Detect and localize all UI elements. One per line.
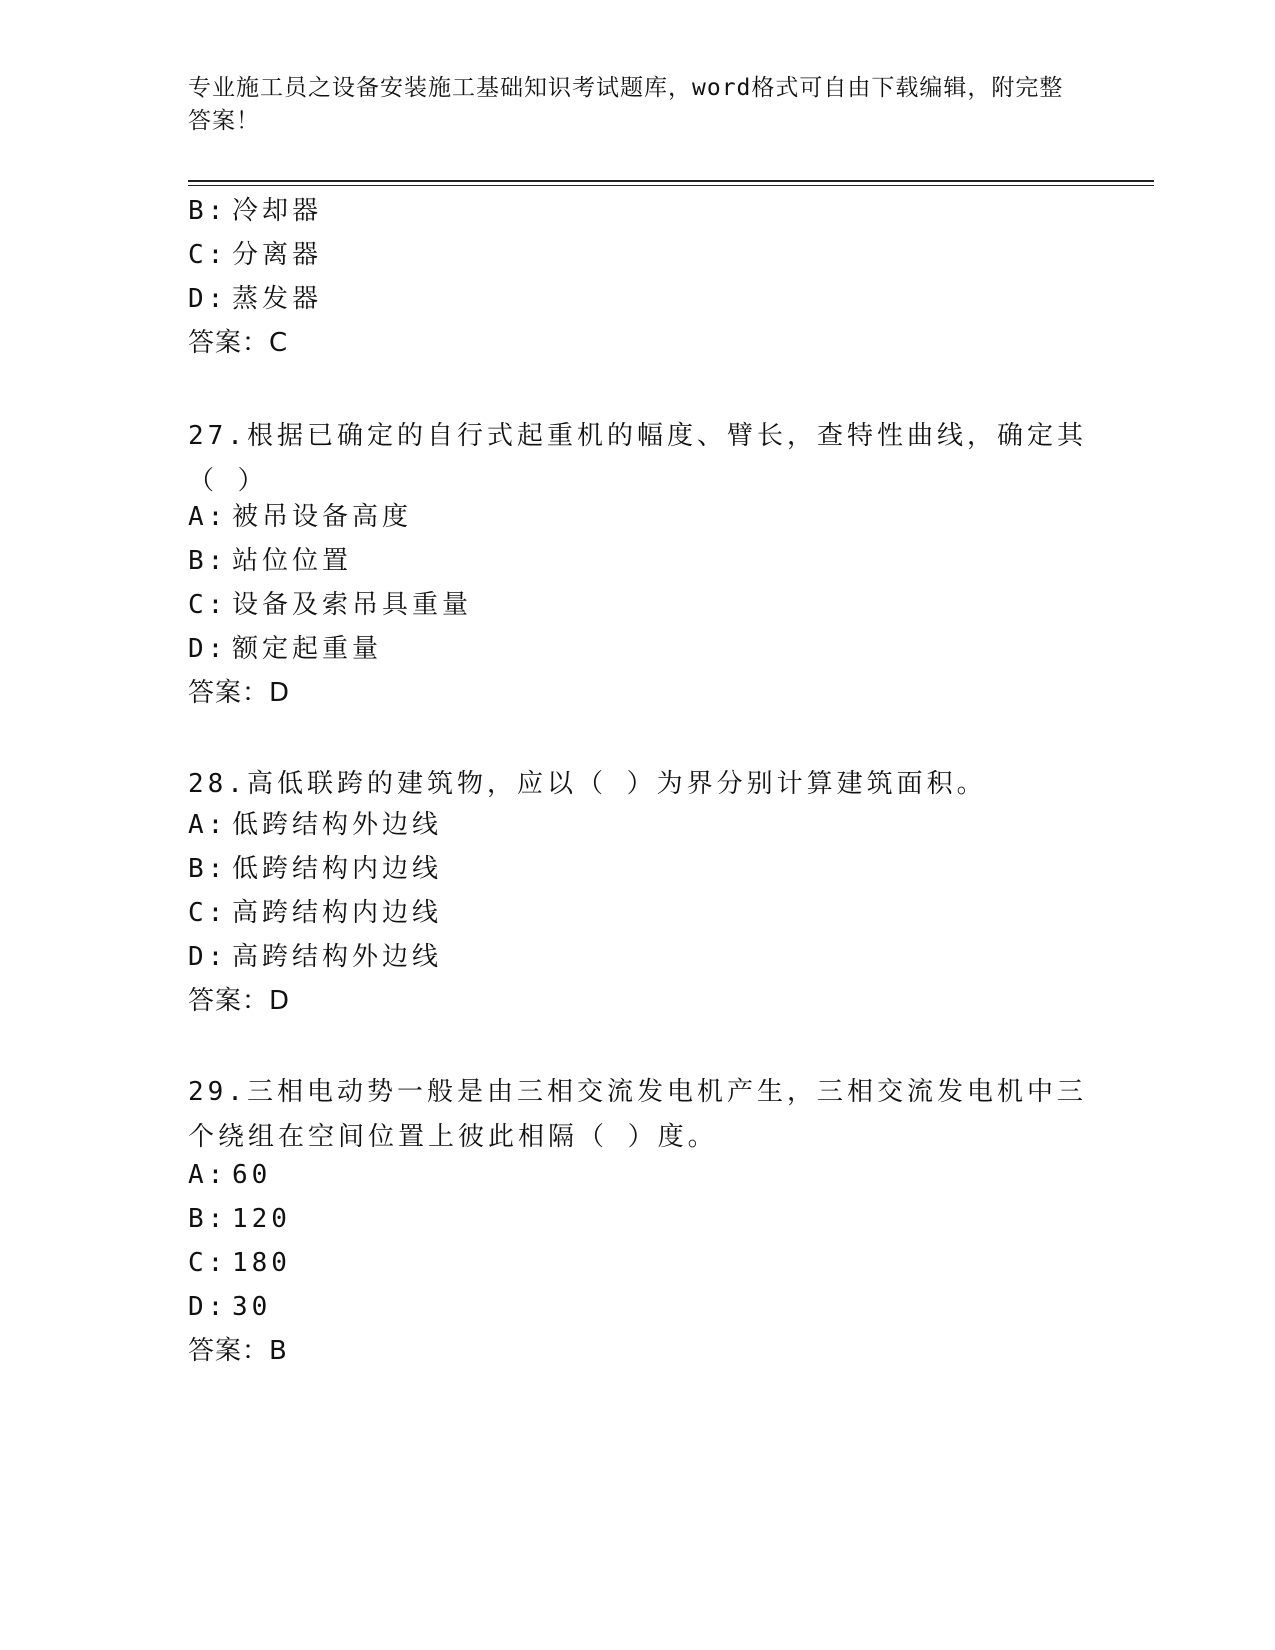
option-letter: C:	[188, 1248, 228, 1278]
option-text: 低跨结构内边线	[232, 854, 443, 884]
q27-option-b	[188, 544, 352, 578]
option-letter: A:	[188, 810, 228, 840]
option-text: 分离器	[232, 240, 323, 270]
option-text: 高跨结构外边线	[232, 942, 443, 972]
option-letter: B:	[188, 196, 228, 226]
q27-option-c	[188, 588, 472, 622]
option-letter: D:	[188, 634, 228, 664]
option-text: 60	[232, 1160, 272, 1190]
option-letter: B:	[188, 546, 228, 576]
q29-option-c	[188, 1246, 291, 1280]
option-letter: D:	[188, 284, 228, 314]
option-text: 高跨结构内边线	[232, 898, 443, 928]
prev-option-d	[188, 282, 322, 316]
q28-option-a	[188, 808, 442, 842]
q28-answer: 答案：D	[188, 986, 291, 1016]
option-text: 120	[232, 1204, 291, 1234]
q29-option-d	[188, 1290, 271, 1324]
document-header: 专业施工员之设备安装施工基础知识考试题库，word格式可自由下载编辑，附完整答案！	[188, 75, 1064, 134]
question-28-stem: 28.高低联跨的建筑物，应以（ ）为界分别计算建筑面积。	[188, 769, 987, 799]
header-divider-thin	[188, 185, 1154, 186]
question-27-stem: 27.根据已确定的自行式起重机的幅度、臂长，查特性曲线，确定其（ ）	[188, 421, 1087, 496]
prev-option-b	[188, 194, 322, 228]
q28-option-c	[188, 896, 442, 930]
prev-answer: 答案：C	[188, 328, 289, 358]
option-text: 低跨结构外边线	[232, 810, 443, 840]
q28-option-d	[188, 940, 442, 974]
prev-option-c	[188, 238, 322, 272]
question-29-stem: 29.三相电动势一般是由三相交流发电机产生，三相交流发电机中三个绕组在空间位置上彼此相隔（ ）度。	[188, 1077, 1087, 1152]
option-text: 冷却器	[232, 196, 323, 226]
option-text: 30	[232, 1292, 272, 1322]
option-letter: A:	[188, 502, 228, 532]
q27-option-d	[188, 632, 382, 666]
q29-answer: 答案：B	[188, 1336, 288, 1366]
option-text: 蒸发器	[232, 284, 323, 314]
option-letter: B:	[188, 1204, 228, 1234]
q29-option-b	[188, 1202, 291, 1236]
option-letter: C:	[188, 590, 228, 620]
option-letter: B:	[188, 854, 228, 884]
option-letter: C:	[188, 240, 228, 270]
header-divider-thick	[188, 180, 1154, 182]
option-letter: D:	[188, 1292, 228, 1322]
option-text: 站位位置	[232, 546, 353, 576]
q28-option-b	[188, 852, 442, 886]
option-letter: A:	[188, 1160, 228, 1190]
option-letter: C:	[188, 898, 228, 928]
q27-option-a	[188, 500, 412, 534]
option-text: 180	[232, 1248, 291, 1278]
option-text: 被吊设备高度	[232, 502, 413, 532]
option-letter: D:	[188, 942, 228, 972]
option-text: 额定起重量	[232, 634, 383, 664]
q27-answer: 答案：D	[188, 678, 291, 708]
q29-option-a	[188, 1158, 271, 1192]
option-text: 设备及索吊具重量	[232, 590, 473, 620]
